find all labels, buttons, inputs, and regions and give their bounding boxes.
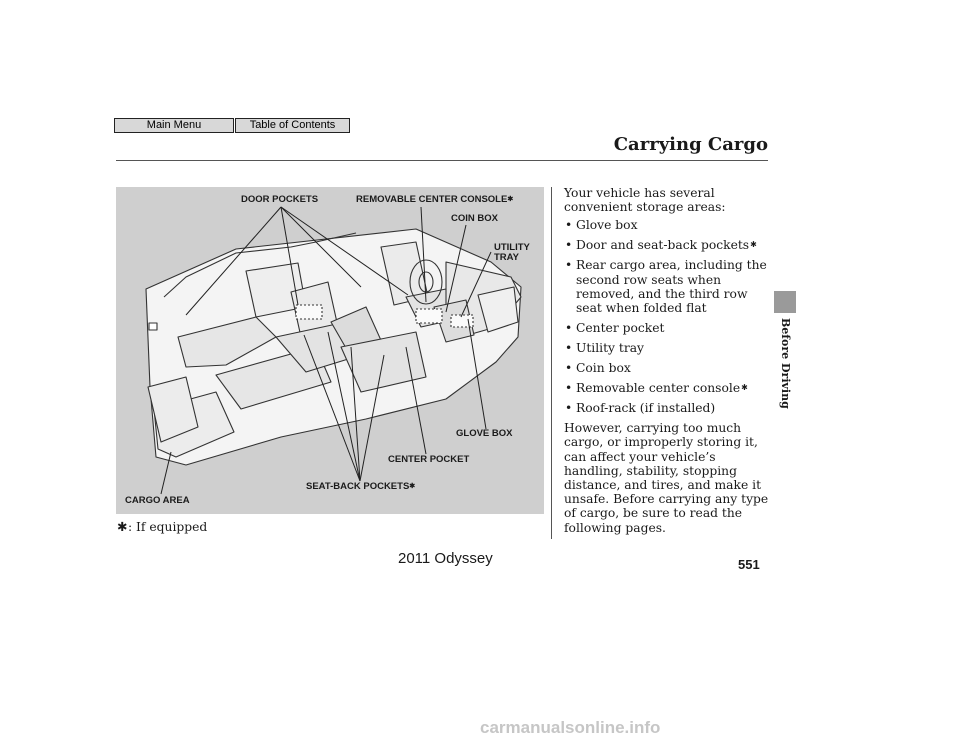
- callout-seat-back-pockets: SEAT-BACK POCKETS✱: [306, 481, 416, 492]
- callout-cargo-area: CARGO AREA: [125, 495, 190, 506]
- list-item: • Door and seat-back pockets✱: [564, 238, 774, 252]
- callout-glove-box: GLOVE BOX: [456, 428, 513, 439]
- storage-list: [564, 218, 774, 415]
- main-menu-button[interactable]: Main Menu: [114, 118, 234, 133]
- callout-utility-tray: UTILITY TRAY: [494, 242, 530, 263]
- storage-description: [564, 186, 774, 535]
- callout-center-pocket: CENTER POCKET: [388, 454, 470, 465]
- table-of-contents-button[interactable]: Table of Contents: [235, 118, 350, 133]
- watermark-text: carmanualsonline.info: [480, 718, 661, 737]
- footer-model-name: 2011 Odyssey: [398, 550, 493, 567]
- page-number: 551: [738, 557, 760, 572]
- list-item: • Glove box: [564, 218, 774, 232]
- section-tab-marker: [774, 291, 796, 313]
- list-item: • Rear cargo area, including the second row seats when removed, and the third row seat when folded flat: [564, 258, 774, 315]
- vehicle-interior-illustration: [116, 187, 544, 514]
- callout-coin-box: COIN BOX: [451, 213, 498, 224]
- callout-door-pockets: DOOR POCKETS: [241, 194, 319, 205]
- column-divider: [551, 187, 552, 539]
- footnote-if-equipped: ✱: If equipped: [117, 520, 208, 534]
- header-divider: [116, 160, 768, 161]
- page-title: Carrying Cargo: [613, 134, 768, 155]
- cargo-warning-paragraph: However, carrying too much cargo, or improperly storing it, can affect your vehicle’s handling, stability, stopping distance, and tires, and make it unsafe. Before carrying any type of cargo, be sure to read the following pages.: [564, 421, 769, 535]
- list-item: • Utility tray: [564, 341, 774, 355]
- section-label: Before Driving: [779, 318, 792, 409]
- callout-removable-center-console: REMOVABLE CENTER CONSOLE✱: [356, 194, 514, 205]
- list-item: • Coin box: [564, 361, 774, 375]
- list-item: • Removable center console✱: [564, 381, 774, 395]
- list-item: • Roof-rack (if installed): [564, 401, 774, 415]
- list-item: • Center pocket: [564, 321, 774, 335]
- intro-paragraph: Your vehicle has several convenient storage areas:: [564, 186, 726, 215]
- interior-cutaway-drawing: [116, 187, 544, 514]
